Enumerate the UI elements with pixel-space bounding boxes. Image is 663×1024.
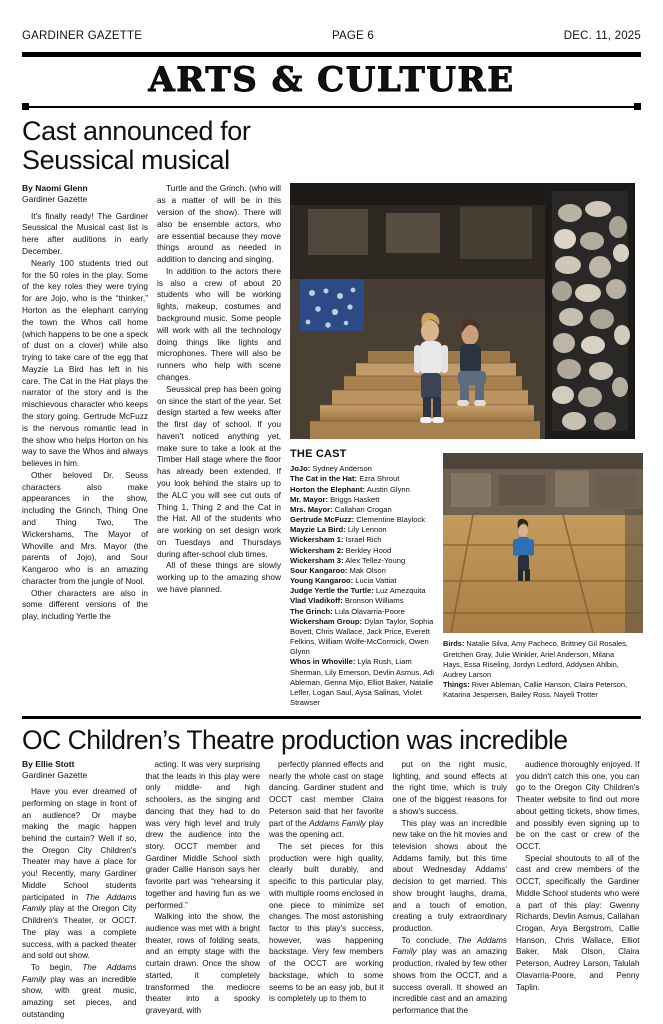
cast-role: Young Kangaroo: <box>290 576 354 586</box>
caption-group-names: River Ableman, Callie Hanson, Claira Peterson, Katarina Jespersen, Bailey Ross, Nayeli Trotter <box>443 679 628 699</box>
paragraph: This play was an incredible new take on the hit movies and television shows about the Addams family, but this time about Wednesday Addams' decision to get married. This show brought laughs, drama, and a touch of emotion, creating a truly extraordinary production. <box>392 818 507 933</box>
paragraph: Walking into the show, the audience was met with a bright theater, rows of folding seats, and an empty stage with the curtain drawn. Once the show started, it completely transformed the mediocre theater into a spooky graveyard, with <box>145 912 260 1015</box>
cast-actors: Lily Lennon <box>345 525 387 535</box>
article1-column-1 <box>22 183 157 708</box>
cast-role: Wickersham 1: <box>290 535 344 545</box>
cast-list <box>290 447 435 708</box>
article1-headline: Cast announced for Seussical musical <box>22 115 251 175</box>
cast-list-item <box>290 515 435 525</box>
title-italic: The Addams Family <box>22 962 137 984</box>
paragraph: To begin, The Addams Family play was an incredible show, with great music, amazing set pieces, and outstanding <box>22 962 137 1019</box>
paragraph: Have you ever dreamed of performing on stage in front of an audience? Or maybe making the magic happen behind the curtain? Well if so, the Oregon City Children's Theater may have a place for you! Recently, many Gardiner Middle School students participated in The Addams Family play at the Oregon City Children's Theater, or OCCT. The play was a complete success, with a packed theater and sold out show. <box>22 787 137 961</box>
title-italic: The Addams Family <box>392 935 507 957</box>
cast-list-item <box>290 556 435 566</box>
cast-actors: Alex Tellez-Young <box>343 555 406 565</box>
article2-column-1 <box>22 759 146 1021</box>
photo-gym-cast-image <box>443 453 643 633</box>
article2-col4-text <box>393 759 508 1017</box>
cast-role: JoJo: <box>290 464 311 474</box>
article1-bottom-rule <box>22 716 641 719</box>
paragraph: Special shoutouts to all of the cast and crew members of the OCCT, specifically the Gardiner Middle School students who were a part of this play: Gwenny Richards, Devlin Asmus, Callahan Crogan, Arya Bergstrom, Callie Hanson, Chris Wallace, Elliot Baker, Mak Olson, Claira Peterson, Audrey Larson, Talulah Olavarria-Poore, and Penny Taplin. <box>516 853 640 992</box>
title-italic: The Addams Family <box>22 892 137 914</box>
article2-column-4 <box>393 759 517 1021</box>
paragraph: Nearly 100 students tried out for the 50 roles in the play. Some of the key roles they were trying for are Jojo, who is the “thinker,” Horton as the elephant carrying the town the Whos call home (which happens to be one a speck of dust on a clover) while also trying to take care of the egg that Mayzie La Bird has left in his care. The Cat in the Hat plays the narrator of the story and is the mischievous character who keeps the story going. Gertrude McFuzz is the nervous romantic lead in the show who helps Horton on his way to save the Whos and always believes in him. <box>22 257 148 469</box>
cast-list-item <box>290 586 435 596</box>
cast-actors: Luz Amezquita <box>373 586 426 596</box>
article1-column-2 <box>157 183 290 708</box>
cast-list-item <box>290 576 435 586</box>
cast-list-item <box>290 485 435 495</box>
rule-line <box>27 106 636 108</box>
article1-byline-author: By Naomi Glenn <box>22 183 88 194</box>
article1-byline <box>22 183 148 204</box>
cast-actors: Callahan Crogan <box>332 504 392 514</box>
masthead-rule <box>22 52 641 57</box>
cast-list-item <box>290 535 435 545</box>
paragraph: The set pieces for this production were high quality, clearly built durably, and specific to this particular play, with multiple rooms enclosed in one piece to minimize set changes. The most astonishing factor to this play's success, however, was happening backstage. Very few members of the OCCT are working backstage, which to some seems to be an easy job, but it is completely up to them to <box>269 841 384 1004</box>
cast-actors: Bronson Williams <box>342 596 404 606</box>
photo-gym-cast <box>443 453 643 633</box>
cast-list-item <box>290 657 435 708</box>
cast-list-item <box>290 566 435 576</box>
masthead-page-number: PAGE 6 <box>332 30 374 42</box>
paragraph: acting. It was very surprising that the leads in this play were only middle- and high schoolers, as the singing and dancing that they had to do was very high level and truly drew the audience into the story. OCCT member and Gardiner Middle School sixth grader Callie Hanson says her favorite part was “rehearsing it together and having fun as we performed.” <box>145 759 260 910</box>
cast-list-item <box>290 607 435 617</box>
paragraph: In addition to the actors there is also a crew of about 20 students who will be working lights, makeup, costumes and background music. Some people will work with all the technology doing things like lights and microphones. There will also be runners who help with scene changes. <box>157 265 281 382</box>
cast-actors: Sydney Anderson <box>310 464 372 474</box>
paragraph: Other characters are also in some different versions of the play, including Yertle the <box>22 587 148 622</box>
photo-caption-cast-lists <box>443 639 635 699</box>
cast-role: Horton the Elephant: <box>290 484 366 494</box>
cast-list-item <box>290 596 435 606</box>
title-italic: Addams Family <box>309 818 366 828</box>
cast-role: The Cat in the Hat: <box>290 474 358 484</box>
cast-actors: Briggs Haskett <box>327 494 380 504</box>
cast-role: Whos in Whoville: <box>290 657 356 667</box>
article2-col5-text <box>516 759 640 993</box>
paragraph: It's finally ready! The Gardiner Seussical the Musical cast list is here after auditions in early December. <box>22 210 148 257</box>
article2-byline <box>22 759 137 780</box>
paragraph: Turtle and the Grinch. (who will as a matter of will be in this version of the show). There will also be ensemble actors, who are essential because they move things around as needed in addition to dancing and singing. <box>157 183 281 265</box>
cast-list-item <box>290 546 435 556</box>
cast-role: Gertrude McFuzz: <box>290 515 355 525</box>
cast-list-item <box>290 617 435 658</box>
rule-end-square-right <box>634 103 641 110</box>
section-title: ARTS & CULTURE <box>148 60 515 100</box>
cast-role: Wickersham Group: <box>290 616 363 626</box>
cast-role: The Grinch: <box>290 606 333 616</box>
article2-byline-publication: Gardiner Gazette <box>22 769 88 780</box>
article2-col1-text <box>22 786 137 1020</box>
masthead-paper-name: GARDINER GAZETTE <box>22 30 143 42</box>
article1-media-column <box>290 183 635 708</box>
caption-group-label: Things: <box>443 679 470 689</box>
cast-list-item <box>290 464 435 474</box>
article2-column-5 <box>516 759 640 1021</box>
cast-actors: Israel Rich <box>343 535 382 545</box>
cast-role: Sour Kangaroo: <box>290 565 348 575</box>
section-rule <box>22 103 641 111</box>
cast-actors: Ezra Shrout <box>357 474 400 484</box>
article2-col3-text <box>269 759 384 1005</box>
cast-actors: Lucia Vattiat <box>353 576 397 586</box>
cast-role: Mr. Mayor: <box>290 494 328 504</box>
article1-col2-text <box>157 183 281 595</box>
paragraph: Other beloved Dr. Seuss characters also make appearances in the show, including the Grinch, Thing One and Thing Two, The Wickershams, The Mayor of Whoville and Mrs. Mayor (the parents of Jojo), and Sour Kangaroo who is an amazing character from the jungle of Nool. <box>22 469 148 586</box>
article2-column-3 <box>269 759 393 1021</box>
cast-actors: Lyla Rush, Liam Sherman, Lily Emerson, Devlin Asmus, Adi Ableman, Genna Mijo, Elliot Baker, Natalie Lefler, Logan Saul, Aysa Salinas, Violet Strawser <box>290 657 434 708</box>
paragraph: perfectly planned effects and nearly the whole cast on stage dancing. Gardiner student and OCCT cast member Claira Peterson said that her favorite part of the Addams Family play was the opening act. <box>269 759 384 840</box>
article-occt <box>22 726 641 1020</box>
cast-role: Wickersham 3: <box>290 555 344 565</box>
paragraph: Seussical prep has been going on since the start of the year. Set design started a few weeks after the first day of school. If you haven't noticed anything yet, make sure to take a look at the Timber Hall stage where the floor has already been extended. If you look behind the stairs up to the ALC you will see cut outs of Thing 1, Thing 2 and the Cat in the Hat. All of the students who are working on set design work on Tuesdays and Thursdays during after-school club times. <box>157 383 281 559</box>
cast-list-item <box>290 474 435 484</box>
masthead-date: DEC. 11, 2025 <box>563 30 641 42</box>
masthead <box>22 0 641 42</box>
caption-group-names: Natalie Silva, Amy Pacheco, Brittney Gil Rosales, Gretchen Gray, Julie Winkler, Ariel Anderson, Milana Hays, Essa Riseling, Jordyn Ledford, Addysen Ahlbin, Audrey Larson <box>443 639 628 679</box>
cast-list-rows <box>290 464 435 708</box>
paragraph: put on the right music, lighting, and sound effects at the right time, which is truly one of the biggest reasons for a show's success. <box>392 759 507 816</box>
paragraph: All of these things are slowly working up to the amazing show we have planned. <box>157 560 281 594</box>
cast-role: Mayzie La Bird: <box>290 525 346 535</box>
cast-actors: Clementine Blaylock <box>354 515 426 525</box>
article2-headline: OC Children’s Theatre production was incredible <box>22 725 568 756</box>
caption-group <box>443 680 635 700</box>
cast-actors: Dylan Taylor, Sophia Bovett, Chris Wallace, Jack Price, Everett Felkins, William Wolfe-McCormick, Owen Glynn <box>290 616 434 657</box>
article1-col1-text <box>22 211 148 623</box>
photo-rehearsal-stairs-image <box>290 183 635 439</box>
cast-actors: Lula Olavarria-Poore <box>332 606 405 616</box>
cast-role: Wickersham 2: <box>290 545 344 555</box>
cast-actors: Berkley Hood <box>343 545 392 555</box>
article2-col2-text <box>146 759 261 1017</box>
cast-list-item <box>290 525 435 535</box>
paragraph: audience thoroughly enjoyed. If you didn't catch this one, you can go to the Oregon City Children's Theater website to find out more about getting tickets, show times, and possibly even signing up to be on the cast or crew of the OCCT. <box>516 759 640 851</box>
article2-byline-author: By Ellie Stott <box>22 758 75 769</box>
cast-list-title: THE CAST <box>290 448 347 461</box>
caption-group-label: Birds: <box>443 639 465 649</box>
cast-actors: Mak Olson <box>347 565 386 575</box>
cast-role: Vlad Vladikoff: <box>290 596 343 606</box>
cast-role: Mrs. Mayor: <box>290 504 333 514</box>
article1-byline-publication: Gardiner Gazette <box>22 194 88 205</box>
cast-actors: Austin Glynn <box>365 484 410 494</box>
cast-role: Judge Yertle the Turtle: <box>290 586 374 596</box>
article-seussical <box>22 117 641 720</box>
article1-cast-and-photo <box>290 447 635 708</box>
article2-column-2 <box>146 759 270 1021</box>
photo-rehearsal-stairs <box>290 183 635 439</box>
cast-list-item <box>290 505 435 515</box>
cast-list-item <box>290 495 435 505</box>
paragraph: To conclude, The Addams Family play was an amazing production, rivaled by few other shows from the OCCT, and a success overall. It showed an incredible cast and an amazing performance that the <box>392 935 507 1015</box>
caption-group <box>443 639 635 679</box>
